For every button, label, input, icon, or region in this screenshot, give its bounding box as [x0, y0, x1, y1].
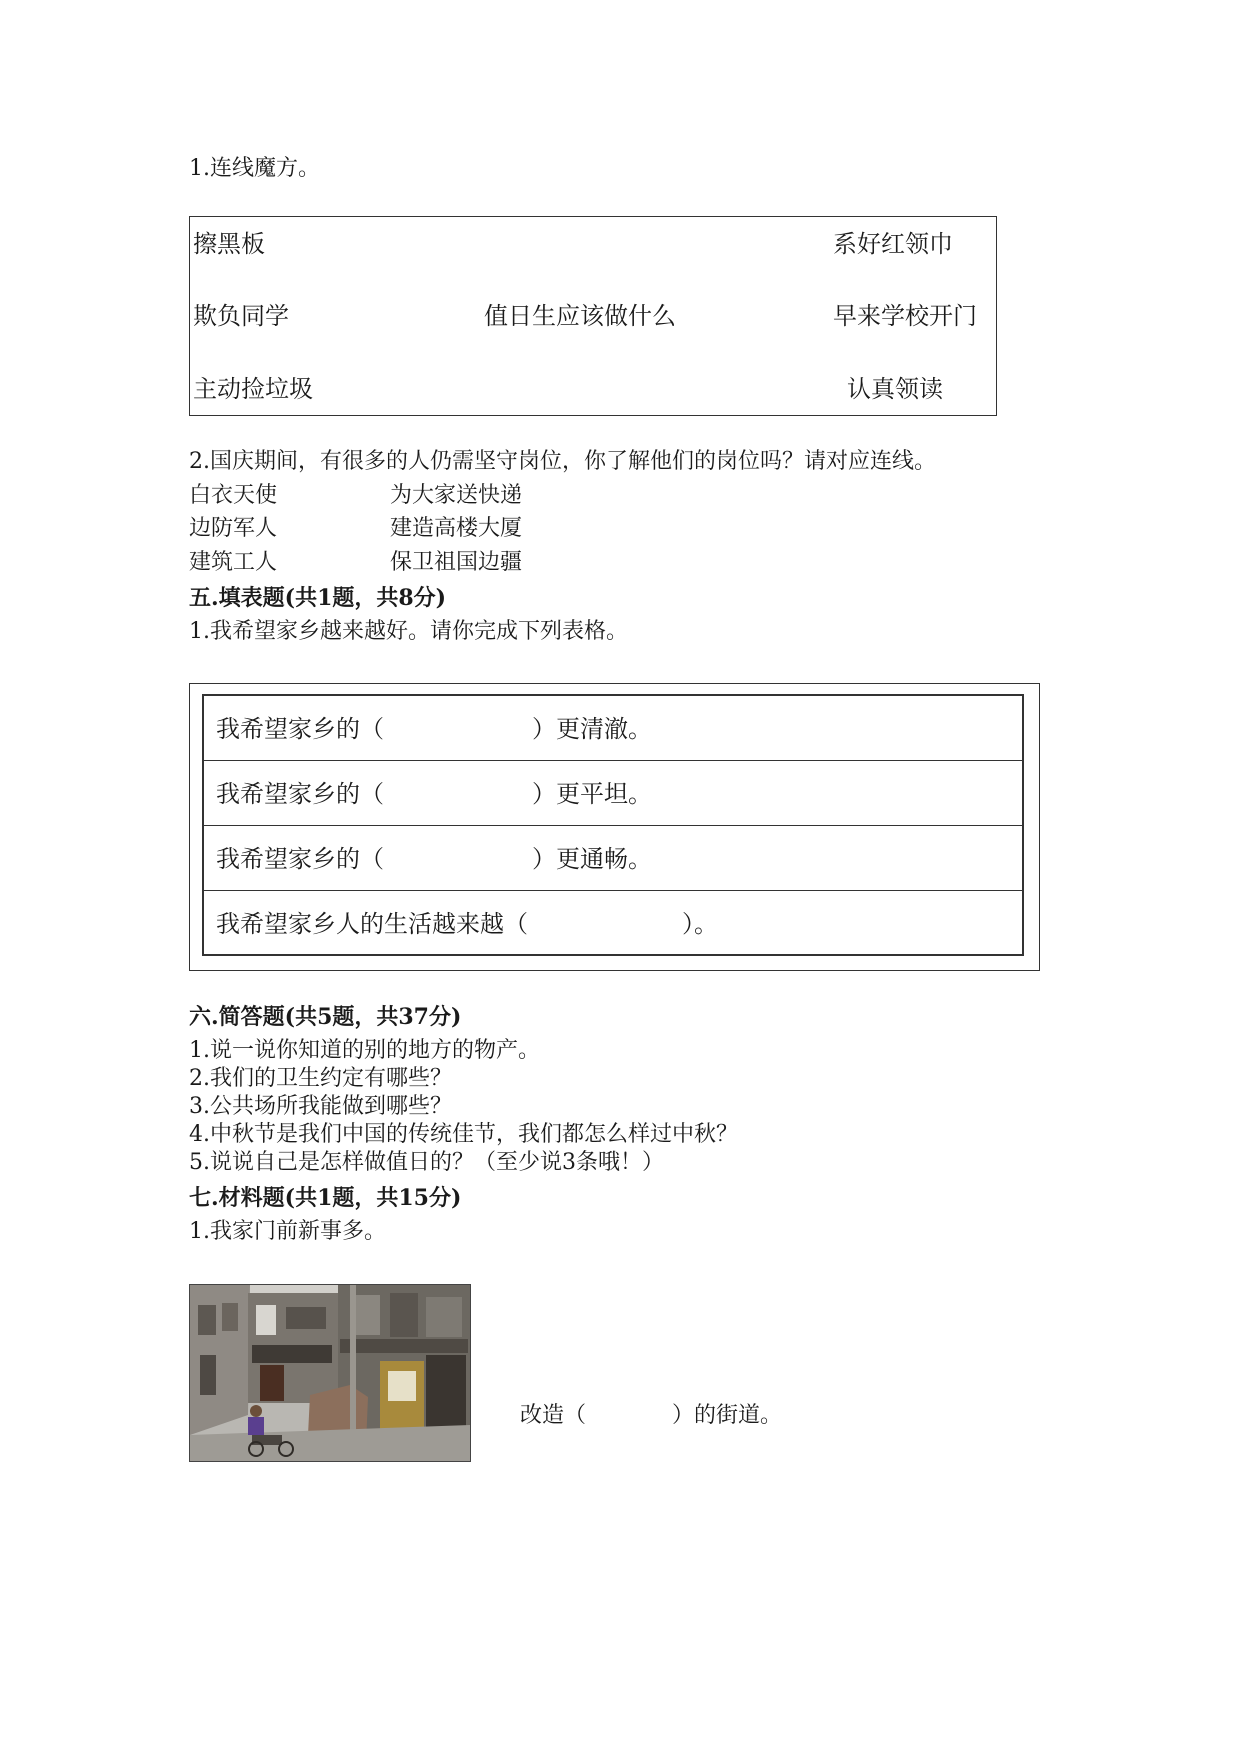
short-answer-item: 5.说说自己是怎样做值日的？（至少说3条哦！） — [189, 1150, 664, 1175]
pair-right-2: 建造高楼大厦 — [390, 516, 523, 541]
match-right-1: 系好红领巾 — [833, 230, 953, 258]
fill-row — [204, 696, 1022, 761]
pair-right-1: 为大家送快递 — [390, 483, 523, 508]
photo-caption-suffix: ）的街道。 — [672, 1403, 783, 1428]
short-answer-item: 2.我们的卫生约定有哪些？ — [189, 1066, 452, 1091]
fill-row-prefix: 我希望家乡人的生活越来越（ — [216, 910, 528, 938]
question-2-text: 2.国庆期间，有很多的人仍需坚守岗位，你了解他们的岗位吗？请对应连线。 — [189, 449, 936, 474]
short-answer-item: 4.中秋节是我们中国的传统佳节，我们都怎么样过中秋？ — [189, 1122, 738, 1147]
fill-table-frame — [189, 683, 1040, 971]
section-7-question-1: 1.我家门前新事多。 — [189, 1219, 386, 1244]
short-answer-item: 1.说一说你知道的别的地方的物产。 — [189, 1038, 540, 1063]
match-right-3: 认真领读 — [847, 375, 943, 403]
fill-row-suffix: ）更通畅。 — [532, 845, 652, 873]
match-left-1: 擦黑板 — [193, 230, 265, 258]
match-left-3: 主动捡垃圾 — [193, 375, 313, 403]
fill-row-prefix: 我希望家乡的（ — [216, 715, 384, 743]
fill-row-suffix: ）更平坦。 — [532, 780, 652, 808]
pair-left-1: 白衣天使 — [189, 483, 278, 508]
match-left-2: 欺负同学 — [193, 302, 289, 330]
section-5-title: 五.填表题(共1题，共8分) — [189, 585, 447, 611]
section-6-title: 六.简答题(共5题，共37分) — [189, 1004, 462, 1030]
pair-right-3: 保卫祖国边疆 — [390, 550, 523, 575]
fill-row — [204, 891, 1022, 956]
match-right-2: 早来学校开门 — [833, 302, 977, 330]
fill-row-prefix: 我希望家乡的（ — [216, 845, 384, 873]
match-center: 值日生应该做什么 — [484, 302, 676, 330]
fill-table — [202, 694, 1024, 956]
fill-row-suffix: ）更清澈。 — [532, 715, 652, 743]
short-answer-item: 3.公共场所我能做到哪些？ — [189, 1094, 452, 1119]
matching-box — [189, 216, 997, 416]
section-5-question-1: 1.我希望家乡越来越好。请你完成下列表格。 — [189, 619, 628, 644]
fill-row-suffix: ）。 — [682, 910, 718, 938]
old-street-photo — [189, 1284, 471, 1462]
pair-left-2: 边防军人 — [189, 516, 278, 541]
section-7-title: 七.材料题(共1题，共15分) — [189, 1185, 462, 1211]
pair-left-3: 建筑工人 — [189, 550, 278, 575]
fill-row — [204, 826, 1022, 891]
fill-row — [204, 761, 1022, 826]
question-1-text: 1.连线魔方。 — [189, 156, 320, 181]
photo-caption-prefix: 改造（ — [520, 1403, 587, 1428]
fill-row-prefix: 我希望家乡的（ — [216, 780, 384, 808]
